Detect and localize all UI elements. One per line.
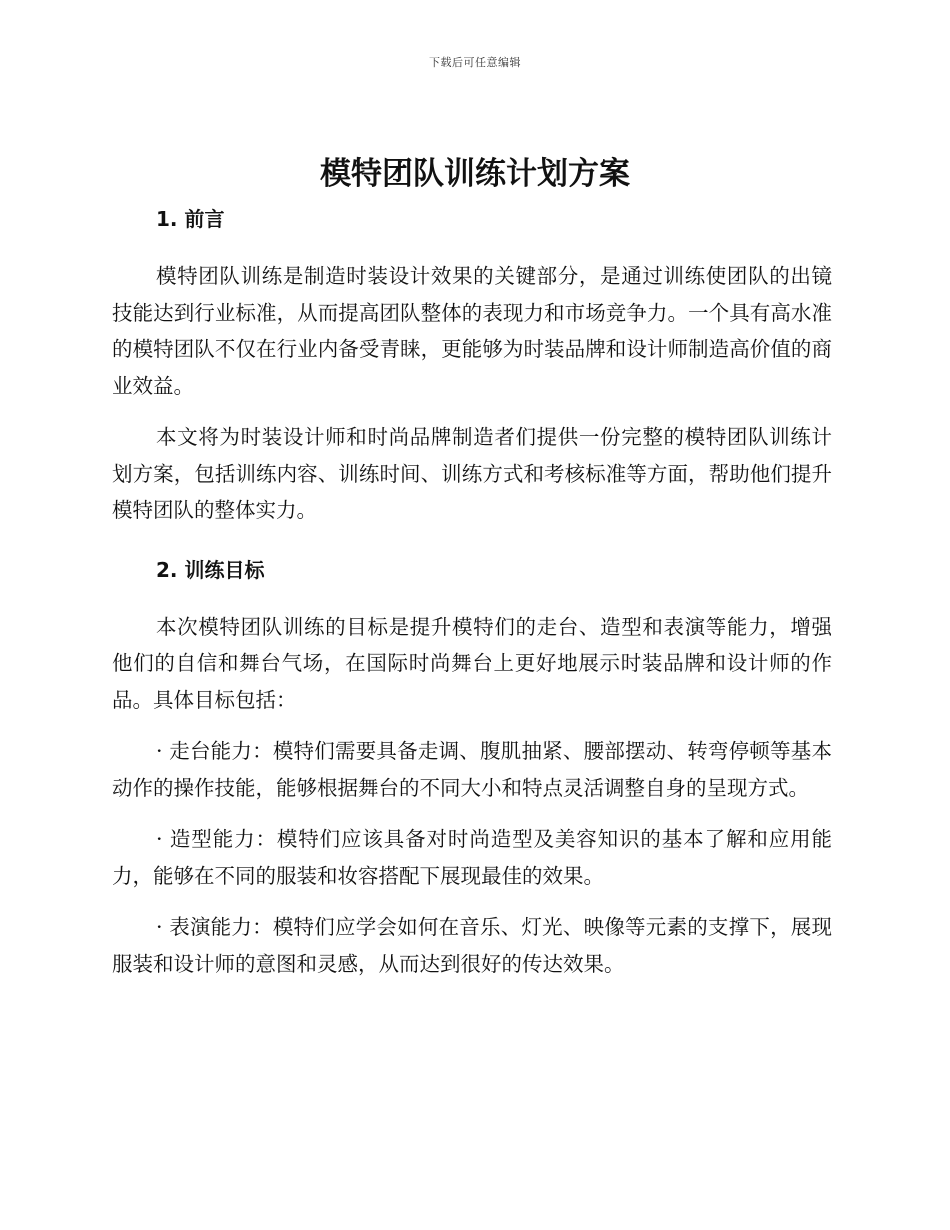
paragraph: 本次模特团队训练的目标是提升模特们的走台、造型和表演等能力，增强他们的自信和舞台气场，在国际时尚舞台上更好地展示时装品牌和设计师的作品。具体目标包括： (112, 614, 832, 712)
header-note: 下载后可任意编辑 (429, 56, 521, 69)
bullet-item-walking: · 走台能力：模特们需要具备走调、腹肌抽紧、腰部摆动、转弯停顿等基本动作的操作技能，能够根据舞台的不同大小和特点灵活调整自身的呈现方式。 (112, 739, 832, 800)
section-heading-preface: 1. 前言 (156, 207, 225, 231)
document-body (112, 202, 832, 997)
bullet-item-performance: · 表演能力：模特们应学会如何在音乐、灯光、映像等元素的支撑下，展现服装和设计师的意图和灵感，从而达到很好的传达效果。 (112, 915, 832, 976)
document-title: 模特团队训练计划方案 (320, 156, 630, 192)
paragraph: 模特团队训练是制造时装设计效果的关键部分，是通过训练使团队的出镜技能达到行业标准，从而提高团队整体的表现力和市场竞争力。一个具有高水准的模特团队不仅在行业内备受青睐，更能够为时装品牌和设计师制造高价值的商业效益。 (112, 264, 832, 398)
bullet-item-styling: · 造型能力：模特们应该具备对时尚造型及美容知识的基本了解和应用能力，能够在不同的服装和妆容搭配下展现最佳的效果。 (112, 827, 832, 888)
section-heading-goals: 2. 训练目标 (156, 557, 265, 582)
paragraph: 本文将为时装设计师和时尚品牌制造者们提供一份完整的模特团队训练计划方案，包括训练内容、训练时间、训练方式和考核标准等方面，帮助他们提升模特团队的整体实力。 (112, 425, 832, 522)
